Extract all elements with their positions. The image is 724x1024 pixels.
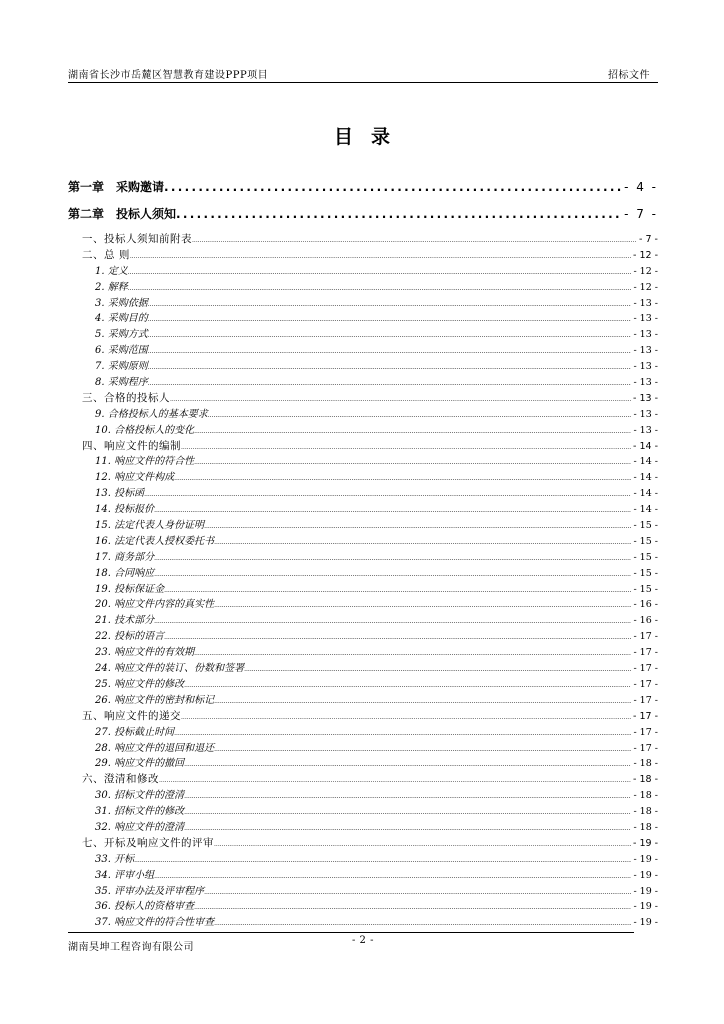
toc-entry-page: - 17 - — [633, 726, 658, 738]
toc-entry-page: - 13 - — [633, 392, 658, 404]
toc-entry-label: 13. 投标函 — [95, 488, 145, 500]
toc-entry-label: 2. 解释 — [95, 281, 128, 293]
leader-dots — [214, 535, 631, 550]
toc-entry-label: 7. 采购原则 — [95, 361, 148, 373]
toc-entry-page: - 17 - — [633, 742, 658, 754]
toc-entry-label: 5. 采购方式 — [95, 329, 148, 341]
toc-entry-page: - 19 - — [633, 869, 658, 881]
toc-entry-label: 17. 商务部分 — [95, 551, 155, 563]
leader-dots — [154, 503, 631, 518]
toc-item[interactable] — [68, 423, 658, 439]
page-header — [68, 66, 658, 83]
toc-entry-page: - 19 - — [633, 901, 658, 913]
leader-dots — [194, 646, 631, 661]
header-document-type: 招标文件 — [608, 70, 650, 81]
toc-entry-label: 35. 评审办法及评审程序 — [95, 885, 205, 897]
leader-dots — [130, 249, 631, 264]
leader-dots — [194, 900, 631, 915]
leader-dots — [176, 205, 622, 223]
leader-dots — [144, 487, 631, 502]
toc-entry-label: 20. 响应文件内容的真实性 — [95, 599, 215, 611]
leader-dots — [184, 678, 631, 693]
toc-entry-page: - 18 - — [633, 790, 658, 802]
header-project-name: 湖南省长沙市岳麓区智慧教育建设PPP项目 — [68, 70, 269, 81]
toc-entry-label: 18. 合同响应 — [95, 567, 155, 579]
leader-dots — [181, 710, 631, 725]
chapter-page: - 7 - — [624, 207, 658, 221]
toc-entry-page: - 16 - — [633, 615, 658, 627]
toc-entry-page: - 14 - — [633, 488, 658, 500]
leader-dots — [192, 233, 637, 248]
page-title: 目录 — [333, 126, 408, 148]
toc-entry-label: 16. 法定代表人授权委托书 — [95, 535, 215, 547]
leader-dots — [208, 408, 632, 423]
toc-entry-page: - 19 - — [633, 885, 658, 897]
toc-entry-page: - 15 - — [633, 520, 658, 532]
toc-entry-label: 36. 投标人的资格审查 — [95, 901, 195, 913]
toc-entry-page: - 13 - — [633, 313, 658, 325]
toc-item[interactable] — [68, 470, 658, 486]
toc-item[interactable] — [68, 280, 658, 296]
toc-entry-label: 8. 采购程序 — [95, 377, 148, 389]
toc-entry-page: - 12 - — [633, 265, 658, 277]
toc-item[interactable] — [68, 264, 658, 280]
leader-dots — [148, 344, 632, 359]
chapter-number: 第二章 — [68, 207, 105, 221]
toc-item[interactable] — [68, 899, 658, 915]
leader-dots — [148, 297, 632, 312]
chapter-title: 采购邀请 — [116, 180, 165, 194]
toc-chapter-2[interactable] — [68, 205, 658, 232]
leader-dots — [184, 821, 631, 836]
toc-chapter-1[interactable] — [68, 178, 658, 205]
toc-entry-label: 33. 开标 — [95, 853, 135, 865]
toc-entry-page: - 18 - — [633, 774, 658, 786]
leader-dots — [159, 773, 631, 788]
toc-item[interactable] — [68, 407, 658, 423]
toc-entry-label: 1. 定义 — [95, 265, 128, 277]
leader-dots — [148, 312, 632, 327]
toc-entry-page: - 18 - — [633, 806, 658, 818]
toc-entry-page: - 12 - — [633, 281, 658, 293]
toc-entry-label: 3. 采购依据 — [95, 297, 148, 309]
toc-entry-page: - 15 - — [633, 567, 658, 579]
toc-entries — [68, 232, 658, 931]
toc-item[interactable] — [68, 915, 658, 931]
footer-company: 湖南昊坤工程咨询有限公司 — [68, 942, 194, 953]
toc-item[interactable] — [68, 852, 658, 868]
toc-item[interactable] — [68, 661, 658, 677]
chapter-page: - 4 - — [624, 180, 658, 194]
toc-entry-page: - 13 - — [633, 329, 658, 341]
toc-item[interactable] — [68, 327, 658, 343]
toc-item[interactable] — [68, 884, 658, 900]
toc-section[interactable] — [68, 836, 658, 852]
toc-entry-page: - 14 - — [633, 504, 658, 516]
toc-item[interactable] — [68, 375, 658, 391]
leader-dots — [214, 598, 631, 613]
toc-entry-label: 14. 投标报价 — [95, 504, 155, 516]
leader-dots — [214, 916, 631, 931]
toc-item[interactable] — [68, 788, 658, 804]
leader-dots — [164, 583, 631, 598]
leader-dots — [204, 885, 631, 900]
toc-item[interactable] — [68, 343, 658, 359]
toc-entry-label: 七、开标及响应文件的评审 — [82, 836, 214, 849]
toc-entry-label: 30. 招标文件的澄清 — [95, 790, 185, 802]
toc-section[interactable] — [68, 709, 658, 725]
page-footer — [68, 932, 634, 953]
toc-entry-label: 24. 响应文件的装订、份数和签署 — [95, 663, 245, 675]
toc-entry-label: 32. 响应文件的澄清 — [95, 821, 185, 833]
footer-page-number: - 2 - — [352, 935, 374, 946]
toc-entry-page: - 13 - — [633, 424, 658, 436]
toc-entry-page: - 15 - — [633, 583, 658, 595]
toc-item[interactable] — [68, 756, 658, 772]
toc-entry-label: 4. 采购目的 — [95, 313, 148, 325]
toc-entry-label: 15. 法定代表人身份证明 — [95, 520, 205, 532]
toc-item[interactable] — [68, 725, 658, 741]
leader-dots — [194, 424, 631, 439]
leader-dots — [154, 614, 631, 629]
toc-entry-page: - 19 - — [633, 837, 658, 849]
leader-dots — [164, 178, 622, 196]
toc-entry-label: 12. 响应文件构成 — [95, 472, 175, 484]
toc-entry-label: 34. 评审小组 — [95, 869, 155, 881]
toc-item[interactable] — [68, 629, 658, 645]
toc-entry-page: - 13 - — [633, 297, 658, 309]
toc-entry-page: - 19 - — [633, 917, 658, 929]
toc-entry-page: - 13 - — [633, 345, 658, 357]
leader-dots — [204, 519, 631, 534]
toc-entry-page: - 14 - — [633, 440, 658, 452]
leader-dots — [170, 392, 631, 407]
toc-entry-page: - 15 - — [633, 551, 658, 563]
toc-entry-page: - 17 - — [633, 694, 658, 706]
toc-item[interactable] — [68, 296, 658, 312]
toc-entry-label: 22. 投标的语言 — [95, 631, 165, 643]
toc-entry-label: 五、响应文件的递交 — [82, 709, 181, 722]
leader-dots — [174, 726, 631, 741]
toc-entry-page: - 18 - — [633, 758, 658, 770]
toc-entry-label: 四、响应文件的编制 — [82, 439, 181, 452]
toc-item[interactable] — [68, 597, 658, 613]
leader-dots — [181, 440, 631, 455]
leader-dots — [184, 789, 631, 804]
toc-entry-label: 19. 投标保证金 — [95, 583, 165, 595]
leader-dots — [214, 837, 631, 852]
toc-section[interactable] — [68, 439, 658, 455]
toc-item[interactable] — [68, 311, 658, 327]
toc-entry-label: 六、澄清和修改 — [82, 773, 159, 786]
toc-item[interactable] — [68, 645, 658, 661]
toc-section[interactable] — [68, 772, 658, 788]
toc-entry-label: 26. 响应文件的密封和标记 — [95, 694, 215, 706]
table-of-contents — [68, 178, 658, 931]
toc-entry-page: - 18 - — [633, 821, 658, 833]
toc-item[interactable] — [68, 550, 658, 566]
leader-dots — [164, 630, 631, 645]
toc-entry-page: - 15 - — [633, 535, 658, 547]
leader-dots — [148, 328, 632, 343]
toc-item[interactable] — [68, 486, 658, 502]
toc-entry-page: - 17 - — [633, 631, 658, 643]
leader-dots — [128, 281, 632, 296]
toc-entry-label: 28. 响应文件的退回和退还 — [95, 742, 215, 754]
toc-item[interactable] — [68, 518, 658, 534]
toc-entry-label: 9. 合格投标人的基本要求 — [95, 408, 208, 420]
toc-entry-page: - 17 - — [633, 663, 658, 675]
toc-item[interactable] — [68, 820, 658, 836]
toc-entry-label: 11. 响应文件的符合性 — [95, 456, 195, 468]
leader-dots — [184, 805, 631, 820]
leader-dots — [244, 662, 631, 677]
toc-entry-page: - 13 - — [633, 408, 658, 420]
toc-item[interactable] — [68, 454, 658, 470]
toc-entry-page: - 13 - — [633, 361, 658, 373]
toc-entry-label: 23. 响应文件的有效期 — [95, 647, 195, 659]
leader-dots — [214, 694, 631, 709]
toc-section[interactable] — [68, 391, 658, 407]
leader-dots — [154, 551, 631, 566]
toc-section[interactable] — [68, 232, 658, 248]
toc-item[interactable] — [68, 804, 658, 820]
toc-entry-label: 37. 响应文件的符合性审查 — [95, 917, 215, 929]
toc-entry-page: - 17 - — [633, 647, 658, 659]
toc-entry-label: 二、总 则 — [82, 248, 130, 261]
chapter-title: 投标人须知 — [116, 207, 177, 221]
leader-dots — [174, 471, 631, 486]
toc-entry-label: 21. 技术部分 — [95, 615, 155, 627]
toc-entry-page: - 13 - — [633, 377, 658, 389]
leader-dots — [154, 567, 631, 582]
toc-item[interactable] — [68, 613, 658, 629]
toc-item[interactable] — [68, 693, 658, 709]
toc-entry-page: - 17 - — [633, 678, 658, 690]
toc-entry-page: - 17 - — [633, 710, 658, 722]
toc-entry-page: - 7 - — [639, 234, 658, 245]
toc-section[interactable] — [68, 248, 658, 264]
toc-entry-page: - 19 - — [633, 853, 658, 865]
leader-dots — [128, 265, 632, 280]
toc-entry-page: - 16 - — [633, 599, 658, 611]
leader-dots — [214, 742, 631, 757]
toc-entry-label: 10. 合格投标人的变化 — [95, 424, 195, 436]
leader-dots — [134, 853, 631, 868]
toc-item[interactable] — [68, 741, 658, 757]
leader-dots — [148, 360, 632, 375]
toc-entry-label: 29. 响应文件的撤回 — [95, 758, 185, 770]
toc-item[interactable] — [68, 566, 658, 582]
toc-item[interactable] — [68, 868, 658, 884]
leader-dots — [184, 757, 631, 772]
chapter-number: 第一章 — [68, 180, 105, 194]
toc-entry-label: 27. 投标截止时间 — [95, 726, 175, 738]
toc-entry-page: - 12 - — [633, 249, 658, 261]
toc-entry-label: 三、合格的投标人 — [82, 391, 170, 404]
toc-entry-label: 一、投标人须知前附表 — [82, 233, 192, 245]
toc-item[interactable] — [68, 582, 658, 598]
toc-entry-page: - 14 - — [633, 472, 658, 484]
toc-entry-label: 25. 响应文件的修改 — [95, 678, 185, 690]
toc-entry-label: 6. 采购范围 — [95, 345, 148, 357]
toc-entry-page: - 14 - — [633, 456, 658, 468]
leader-dots — [154, 869, 631, 884]
leader-dots — [148, 376, 632, 391]
toc-entry-label: 31. 招标文件的修改 — [95, 806, 185, 818]
toc-item[interactable] — [68, 502, 658, 518]
toc-item[interactable] — [68, 359, 658, 375]
leader-dots — [194, 455, 631, 470]
toc-item[interactable] — [68, 534, 658, 550]
toc-item[interactable] — [68, 677, 658, 693]
